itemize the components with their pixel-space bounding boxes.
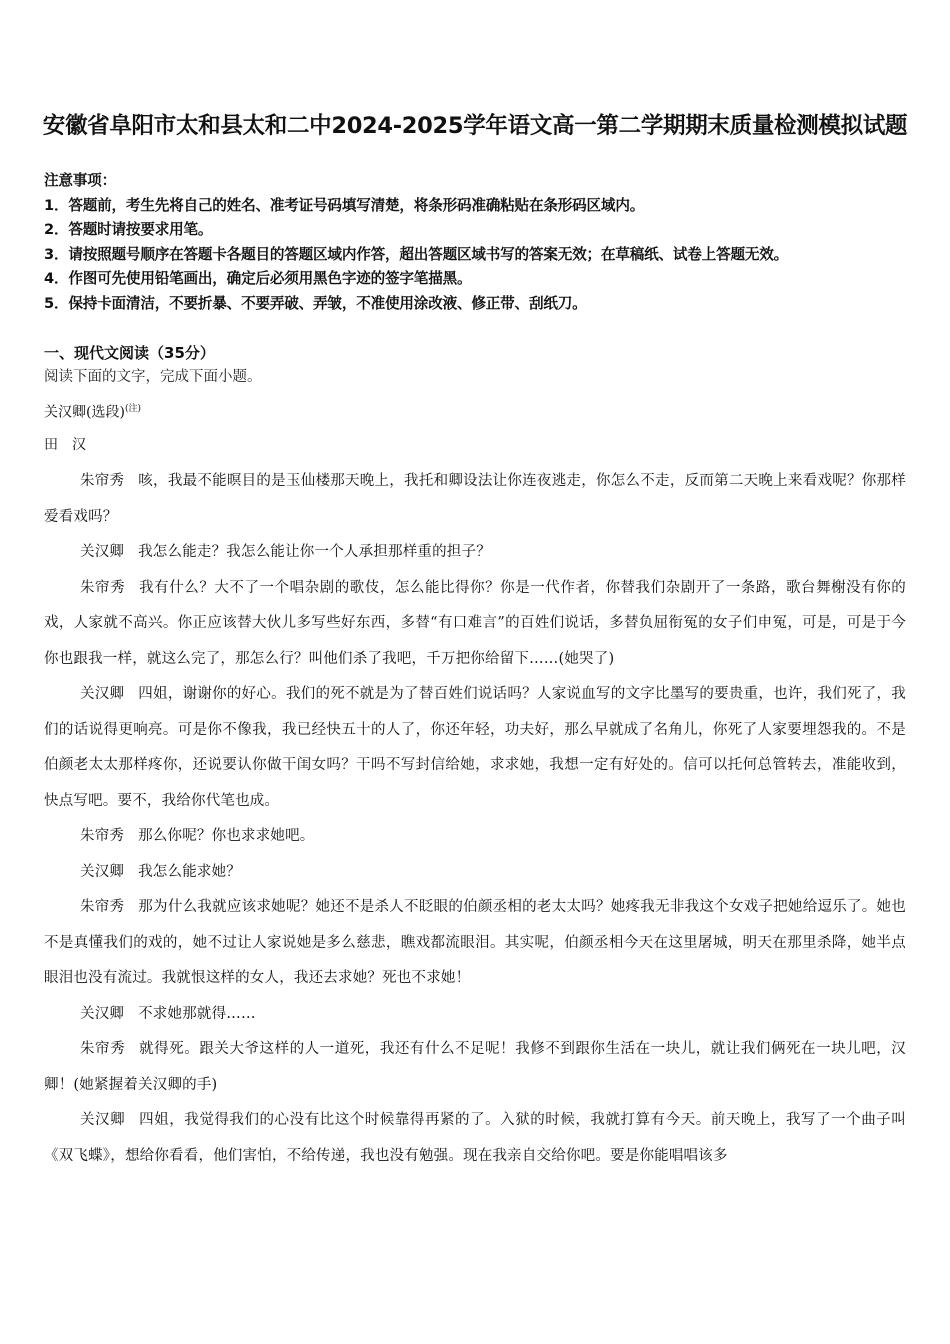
notice-item: 2．答题时请按要求用笔。	[44, 221, 213, 239]
dialogue-line	[44, 1103, 906, 1174]
notice-item: 4．作图可先使用铅笔画出，确定后必须用黑色字迹的签字笔描黑。	[44, 270, 472, 288]
dialogue-text: 不求她那就得……	[138, 1005, 256, 1022]
dialogue-text: 那么你呢？你也求求她吧。	[138, 828, 315, 845]
passage-title-text: 关汉卿(选段)	[44, 404, 125, 421]
speaker-name: 朱帘秀	[80, 899, 125, 916]
speaker-name: 关汉卿	[80, 1112, 126, 1129]
notice-heading: 注意事项：	[44, 172, 116, 189]
dialogue-body	[44, 464, 906, 1174]
dialogue-line	[44, 535, 906, 571]
dialogue-line	[44, 677, 906, 819]
passage-author: 田 汉	[44, 437, 86, 454]
dialogue-line	[44, 464, 906, 535]
notice-item: 5．保持卡面清洁，不要折暴、不要弄破、弄皱，不准使用涂改液、修正带、刮纸刀。	[44, 294, 587, 312]
dialogue-text: 咳，我最不能暝目的是玉仙楼那天晚上，我托和卿设法让你连夜逃走，你怎么不走，反而第二天晚上来看戏呢？你那样爱看戏吗？	[44, 473, 906, 525]
speaker-name: 朱帘秀	[80, 579, 126, 596]
speaker-name: 朱帘秀	[80, 1041, 126, 1058]
dialogue-line	[44, 855, 906, 891]
dialogue-text: 我怎么能求她？	[138, 863, 242, 880]
dialogue-line	[44, 571, 906, 678]
dialogue-line	[44, 1032, 906, 1103]
speaker-name: 朱帘秀	[80, 473, 125, 490]
notice-item: 3．请按照题号顺序在答题卡各题目的答题区域内作答，超出答题区域书写的答案无效；在草稿纸、试卷上答题无效。	[44, 245, 789, 263]
dialogue-line	[44, 997, 906, 1033]
dialogue-text: 就得死。跟关大爷这样的人一道死，我还有什么不足呢！我修不到跟你生活在一块儿，就让我们俩死在一块儿吧，汉卿！(她紧握着关汉卿的手)	[44, 1041, 906, 1093]
speaker-name: 朱帘秀	[80, 828, 125, 845]
dialogue-text: 我怎么能走？我怎么能让你一个人承担那样重的担子？	[138, 544, 491, 561]
dialogue-text: 四姐，我觉得我们的心没有比这个时候靠得再紧的了。入狱的时候，我就打算有今天。前天晚上，我写了一个曲子叫《双飞蝶》，想给你看看，他们害怕，不给传递，我也没有勉强。现在我亲自交给你吧。要是你能唱唱该多	[44, 1112, 906, 1164]
dialogue-text: 我有什么？大不了一个唱杂剧的歌伎，怎么能比得你？你是一代作者，你替我们杂剧开了一条路，歌台舞榭没有你的戏，人家就不高兴。你正应该替大伙儿多写些好东西，多替“有口难言”的百姓们说话，多替负屈衔冤的女子们申冤，可是，可是于今你也跟我一样，就这么完了，那怎么行？叫他们杀了我吧，千万把你给留下……(她哭了)	[44, 579, 906, 667]
passage-title	[44, 395, 906, 427]
dialogue-line	[44, 819, 906, 855]
notice-block	[44, 169, 906, 317]
speaker-name: 关汉卿	[80, 863, 125, 880]
footnote-mark: (注)	[124, 403, 141, 414]
dialogue-text: 那为什么我就应该求她呢？她还不是杀人不眨眼的伯颜丞相的老太太吗？她疼我无非我这个女戏子把她给逗乐了。她也不是真懂我们的戏的，她不过让人家说她是多么慈悲，瞧戏都流眼泪。其实呢，伯颜丞相今天在这里屠城，明天在那里杀降，她半点眼泪也没有流过。我就恨这样的女人，我还去求她？死也不求她！	[44, 899, 906, 987]
dialogue-line	[44, 890, 906, 997]
speaker-name: 关汉卿	[80, 544, 125, 561]
page-title: 安徽省阜阳市太和县太和二中2024-2025学年语文高一第二学期期末质量检测模拟试题	[42, 113, 908, 139]
section-heading: 一、现代文阅读（35分）	[44, 343, 215, 362]
speaker-name: 关汉卿	[80, 1005, 125, 1022]
notice-item: 1．答题前，考生先将自己的姓名、准考证号码填写清楚，将条形码准确粘贴在条形码区域内。	[44, 196, 645, 214]
speaker-name: 关汉卿	[80, 686, 125, 703]
dialogue-text: 四姐，谢谢你的好心。我们的死不就是为了替百姓们说话吗？人家说血写的文字比墨写的要贵重，也许，我们死了，我们的话说得更响亮。可是你不像我，我已经快五十的人了，你还年轻，功夫好，那么早就成了名角儿，你死了人家要埋怨我的。不是伯颜老太太那样疼你，还说要认你做干闺女吗？干吗不写封信给她，求求她，我想一定有好处的。信可以托何总管转去，准能收到，快点写吧。要不，我给你代笔也成。	[44, 686, 906, 809]
section-instruction: 阅读下面的文字，完成下面小题。	[44, 368, 262, 385]
